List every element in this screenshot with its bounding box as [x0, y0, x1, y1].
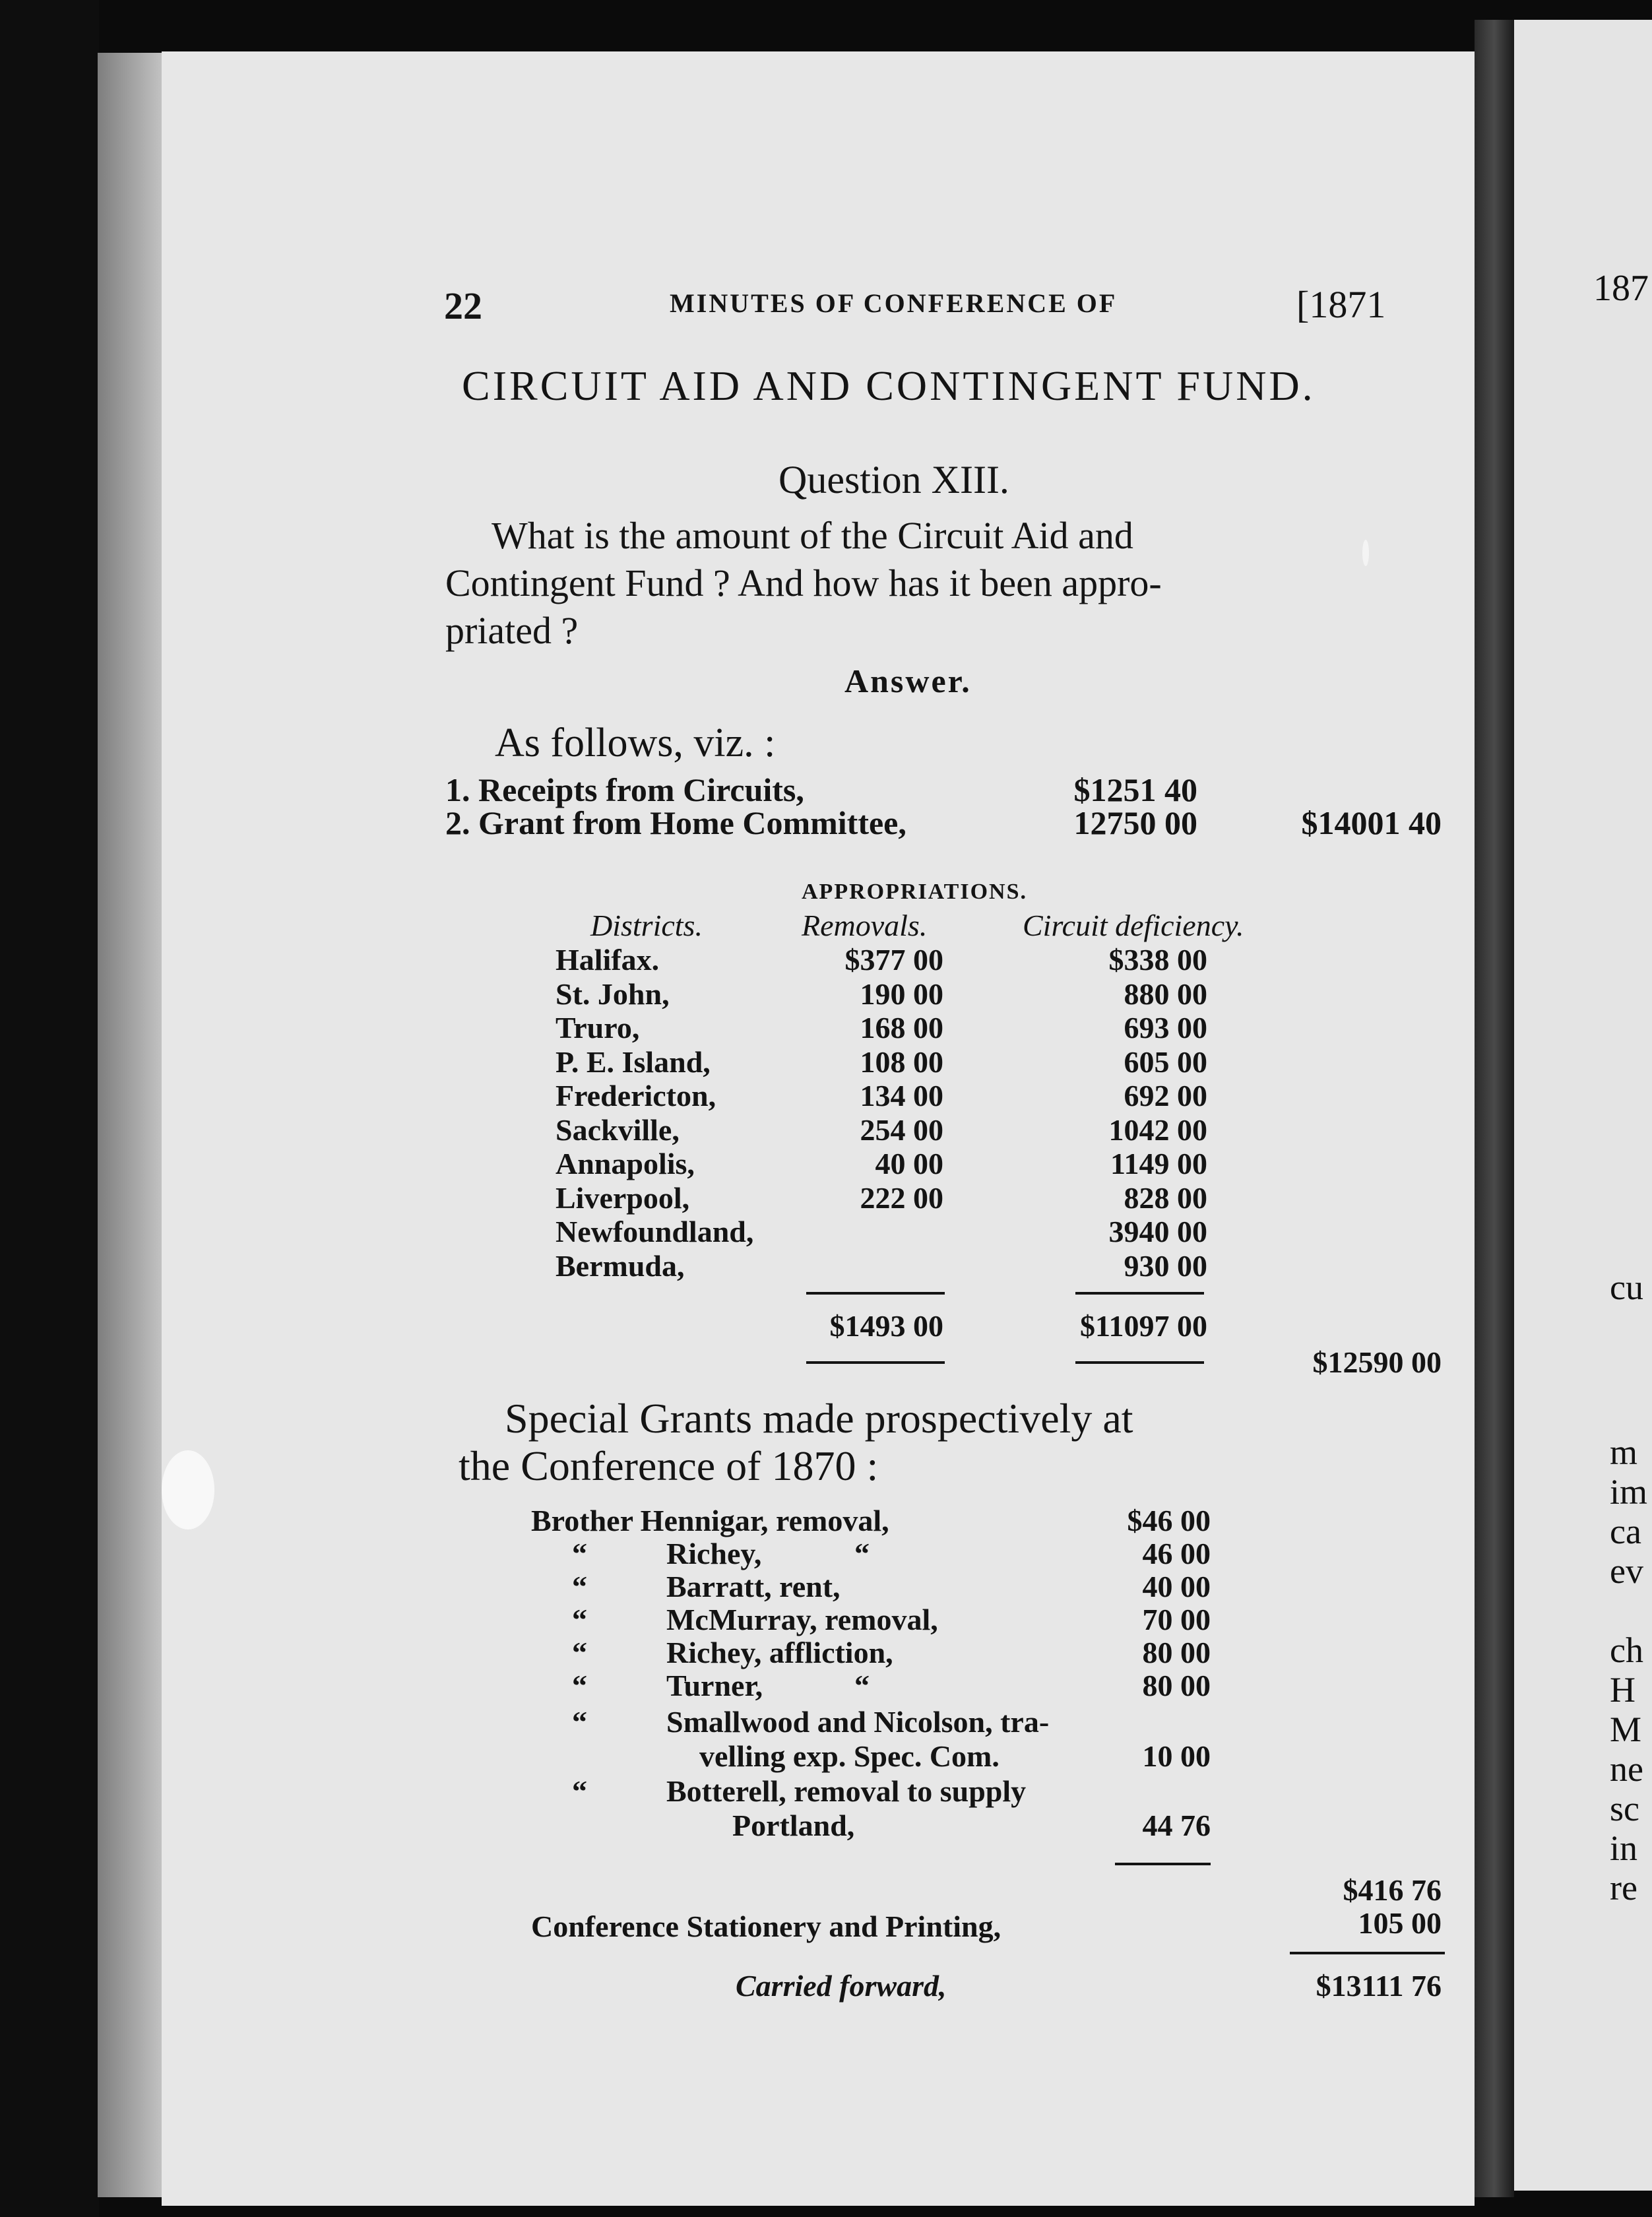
ditto-mark: “: [572, 1570, 587, 1603]
grant-label-continued: Portland,: [732, 1809, 855, 1842]
stationery-label: Conference Stationery and Printing,: [531, 1910, 1001, 1943]
stationery-amount: 105 00: [1358, 1906, 1442, 1940]
appropriations-heading: APPROPRIATIONS.: [802, 880, 1027, 904]
grant-amount: 44 76: [1142, 1809, 1211, 1842]
district-name: Newfoundland,: [556, 1215, 754, 1248]
grant-label: Richey,: [666, 1537, 762, 1570]
facing-page-fragment: in: [1610, 1828, 1638, 1868]
district-name: Fredericton,: [556, 1079, 716, 1112]
rule: [1075, 1292, 1204, 1295]
running-year: [1871: [1296, 283, 1386, 326]
district-removals: 222 00: [860, 1180, 943, 1215]
facing-page-year: 187: [1593, 268, 1649, 309]
question-line-2: Contingent Fund ? And how has it been appro-: [445, 562, 1162, 604]
running-title: MINUTES OF CONFERENCE OF: [670, 288, 1118, 318]
scan-blemish: [162, 1450, 214, 1529]
grant-label: Barratt, rent,: [666, 1570, 841, 1603]
district-removals: $377 00: [844, 943, 943, 977]
grant-amount: 70 00: [1142, 1603, 1211, 1636]
grant-label-continued: velling exp. Spec. Com.: [699, 1739, 1000, 1773]
receipt-label: 2. Grant from Home Committee,: [445, 804, 906, 841]
district-name: St. John,: [556, 977, 670, 1011]
district-deficiency: $338 00: [1108, 943, 1207, 977]
carried-forward-amount: $13111 76: [1316, 1969, 1442, 2003]
answer-heading: Answer.: [844, 662, 972, 699]
removals-total: $1493 00: [829, 1309, 943, 1343]
section-title: CIRCUIT AID AND CONTINGENT FUND.: [462, 362, 1316, 409]
facing-page-fragment: ne: [1610, 1749, 1643, 1789]
carried-forward-label: Carried forward,: [736, 1969, 947, 2003]
rule: [1115, 1863, 1211, 1865]
district-deficiency: 693 00: [1124, 1011, 1207, 1044]
grant-amount: 10 00: [1142, 1739, 1211, 1773]
ditto-mark: “: [572, 1603, 587, 1636]
ditto-mark: “: [572, 1669, 587, 1702]
column-header-deficiency: Circuit deficiency.: [1023, 909, 1244, 942]
special-grants-line-2: the Conference of 1870 :: [459, 1442, 879, 1489]
deficiency-total: $11097 00: [1080, 1309, 1207, 1343]
district-name: Liverpool,: [556, 1180, 690, 1215]
ditto-mark: “: [572, 1705, 587, 1739]
grant-label: Turner,: [666, 1669, 763, 1702]
ditto-mark: “: [854, 1669, 870, 1702]
receipts-total: $14001 40: [1301, 804, 1442, 841]
ditto-mark: “: [854, 1537, 870, 1570]
grant-label: Brother Hennigar, removal,: [531, 1504, 889, 1537]
facing-page-fragment: ev: [1610, 1551, 1643, 1591]
grant-label: Smallwood and Nicolson, tra-: [666, 1705, 1050, 1739]
district-deficiency: 880 00: [1124, 977, 1207, 1011]
special-grants-line-1: Special Grants made prospectively at: [505, 1395, 1133, 1442]
district-name: Bermuda,: [556, 1248, 685, 1283]
grant-label: Richey, affliction,: [666, 1636, 893, 1669]
district-deficiency: 3940 00: [1108, 1215, 1207, 1248]
rule: [1075, 1361, 1204, 1364]
grant-amount: $46 00: [1127, 1504, 1211, 1537]
grant-amount: 46 00: [1142, 1537, 1211, 1570]
district-name: P. E. Island,: [556, 1044, 711, 1079]
district-deficiency: 1042 00: [1108, 1112, 1207, 1147]
question-line-3: priated ?: [445, 609, 579, 652]
appropriations-total: $12590 00: [1312, 1345, 1442, 1379]
grant-amount: 80 00: [1142, 1669, 1211, 1702]
page-edge: [98, 53, 164, 2197]
grant-amount: 40 00: [1142, 1570, 1211, 1603]
facing-page-fragment: cu: [1610, 1268, 1643, 1307]
rule: [806, 1292, 945, 1295]
receipt-label: 1. Receipts from Circuits,: [445, 771, 804, 808]
scan-blemish: [1362, 540, 1369, 566]
grant-label: McMurray, removal,: [666, 1603, 938, 1636]
district-name: Sackville,: [556, 1112, 680, 1147]
question-line-1: What is the amount of the Circuit Aid and: [492, 514, 1133, 557]
district-deficiency: 692 00: [1124, 1079, 1207, 1112]
column-header-removals: Removals.: [802, 909, 928, 942]
grant-label: Botterell, removal to supply: [666, 1774, 1027, 1808]
district-name: Annapolis,: [556, 1147, 695, 1180]
district-removals: 40 00: [875, 1147, 943, 1180]
receipt-amount: $1251 40: [1073, 771, 1197, 808]
page-number: 22: [444, 284, 482, 327]
facing-page: [1514, 20, 1652, 2191]
district-deficiency: 1149 00: [1110, 1147, 1207, 1180]
facing-page-fragment: H: [1610, 1670, 1636, 1710]
facing-page-fragment: im: [1610, 1472, 1648, 1512]
facing-page-fragment: sc: [1610, 1789, 1639, 1828]
district-deficiency: 828 00: [1124, 1180, 1207, 1215]
district-removals: 134 00: [860, 1079, 943, 1112]
scan-background: [0, 0, 99, 2217]
facing-page-fragment: re: [1610, 1868, 1637, 1908]
ditto-mark: “: [572, 1537, 587, 1570]
ditto-mark: “: [572, 1774, 587, 1808]
district-deficiency: 930 00: [1124, 1248, 1207, 1283]
district-removals: 254 00: [860, 1112, 943, 1147]
as-follows: As follows, viz. :: [495, 721, 776, 765]
district-name: Truro,: [556, 1011, 640, 1044]
grant-amount: 80 00: [1142, 1636, 1211, 1669]
rule: [806, 1361, 945, 1364]
receipt-amount: 12750 00: [1073, 804, 1197, 841]
ditto-mark: “: [572, 1636, 587, 1669]
district-removals: 190 00: [860, 977, 943, 1011]
facing-page-fragment: ca: [1610, 1512, 1641, 1551]
facing-page-fragment: m: [1610, 1432, 1638, 1472]
grants-total: $416 76: [1343, 1873, 1442, 1907]
book-page: [162, 51, 1475, 2206]
district-name: Halifax.: [556, 943, 660, 977]
rule: [1290, 1952, 1445, 1954]
facing-page-fragment: M: [1610, 1710, 1642, 1749]
district-removals: 108 00: [860, 1044, 943, 1079]
column-header-districts: Districts.: [590, 909, 703, 942]
district-removals: 168 00: [860, 1011, 943, 1044]
book-gutter: [1475, 20, 1514, 2197]
question-heading: Question XIII.: [778, 458, 1009, 501]
facing-page-fragment: ch: [1610, 1630, 1643, 1670]
district-deficiency: 605 00: [1124, 1044, 1207, 1079]
